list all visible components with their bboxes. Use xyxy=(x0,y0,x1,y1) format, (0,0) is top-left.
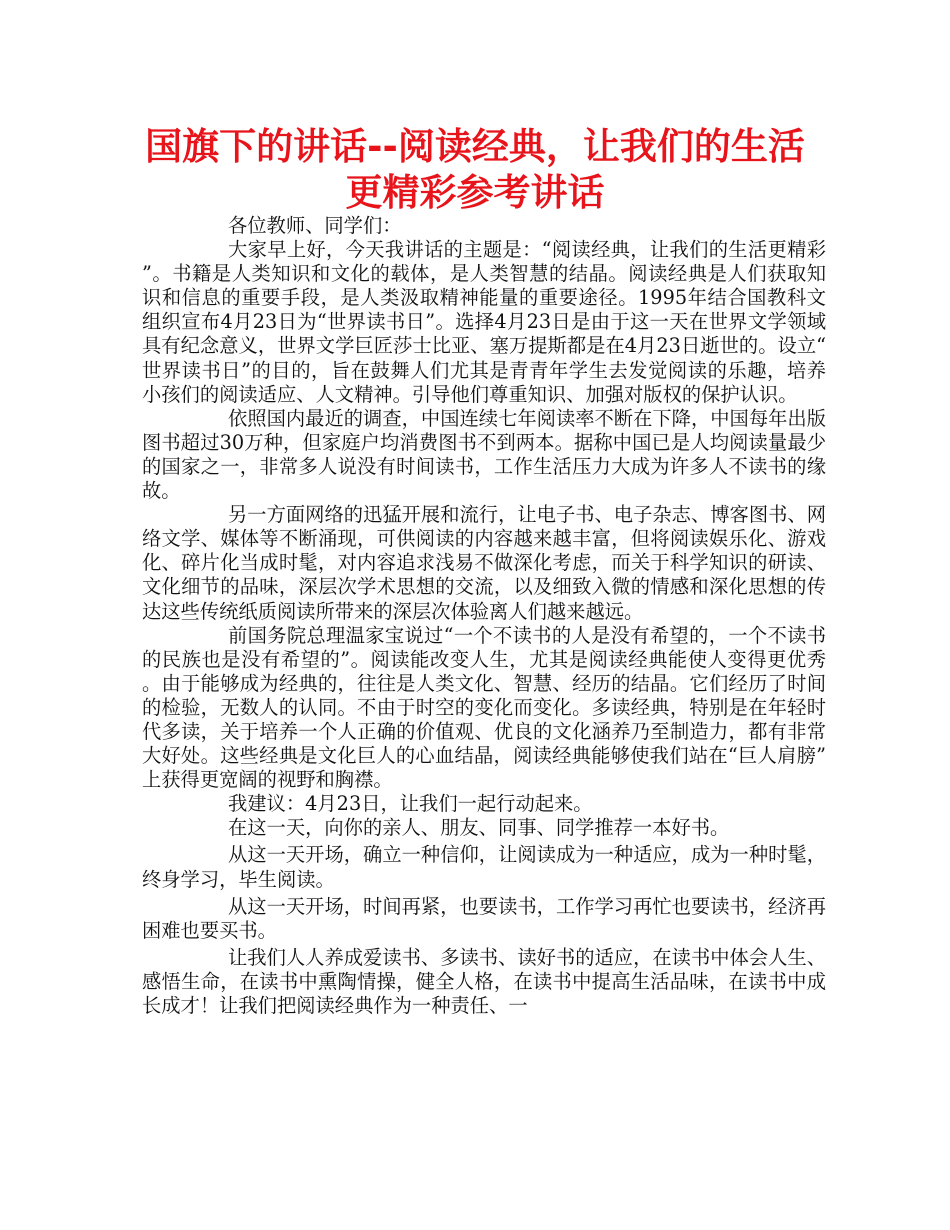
document-title-line-2: 更精彩参考讲话 xyxy=(345,171,605,214)
paragraph: 让我们人人养成爱读书、多读书、读好书的适应，在读书中体会人生、感悟生命，在读书中熏陶情操，健全人格，在读书中提高生活品味，在读书中成长成才！让我们把阅读经典作为一种责任、一 xyxy=(142,945,826,1017)
document-title-line-1: 国旗下的讲话--阅读经典，让我们的生活 xyxy=(145,125,805,168)
paragraph: 我建议：4月23日，让我们一起行动起来。 xyxy=(228,792,593,816)
paragraph: 依照国内最近的调查，中国连续七年阅读率不断在下降，中国每年出版图书超过30万种，但家庭户均消费图书不到两本。据称中国已是人均阅读量最少的国家之一，非常多人说没有时间读书，工作生活压力大成为许多人不读书的缘故。 xyxy=(142,406,826,503)
paragraph: 从这一天开场，确立一种信仰，让阅读成为一种适应，成为一种时髦，终身学习，毕生阅读。 xyxy=(142,843,826,891)
document-body xyxy=(142,214,826,1018)
paragraph: 另一方面网络的迅猛开展和流行，让电子书、电子杂志、博客图书、网络文学、媒体等不断涌现，可供阅读的内容越来越丰富，但将阅读娱乐化、游戏化、碎片化当成时髦，对内容追求浅易不做深化考虑，而关于科学知识的研读、文化细节的品味，深层次学术思想的交流，以及细致入微的情感和深化思想的传达这些传统纸质阅读所带来的深层次体验离人们越来越远。 xyxy=(142,503,826,623)
paragraph-salutation: 各位教师、同学们： xyxy=(228,214,402,237)
paragraph: 大家早上好，今天我讲话的主题是：“阅读经典，让我们的生活更精彩”。书籍是人类知识和文化的载体，是人类智慧的结晶。阅读经典是人们获取知识和信息的重要手段，是人类汲取精神能量的重要途径。1995年结合国教科文组织宣布4月23日为“世界读书日”。选择4月23日是由于这一天在世界文学领域具有纪念意义，世界文学巨匠莎士比亚、塞万提斯都是在4月23日逝世的。设立“世界读书日”的目的，旨在鼓舞人们尤其是青青年学生去发觉阅读的乐趣，培养小孩们的阅读适应、人文精神。引导他们尊重知识、加强对版权的保护认识。 xyxy=(142,238,826,406)
paragraph: 在这一天，向你的亲人、朋友、同事、同学推荐一本好书。 xyxy=(228,816,730,840)
paragraph: 前国务院总理温家宝说过“一个不读书的人是没有希望的，一个不读书的民族也是没有希望的”。阅读能改变人生，尤其是阅读经典能使人变得更优秀。由于能够成为经典的，往往是人类文化、智慧、经历的结晶。它们经历了时间的检验，无数人的认同。不由于时空的变化而变化。多读经典，特别是在年轻时代多读，关于培养一个人正确的价值观、优良的文化涵养乃至制造力，都有非常大好处。这些经典是文化巨人的心血结晶，阅读经典能够使我们站在“巨人肩膀”上获得更宽阔的视野和胸襟。 xyxy=(142,623,826,792)
paragraph: 从这一天开场，时间再紧，也要读书，工作学习再忙也要读书，经济再困难也要买书。 xyxy=(142,894,826,942)
